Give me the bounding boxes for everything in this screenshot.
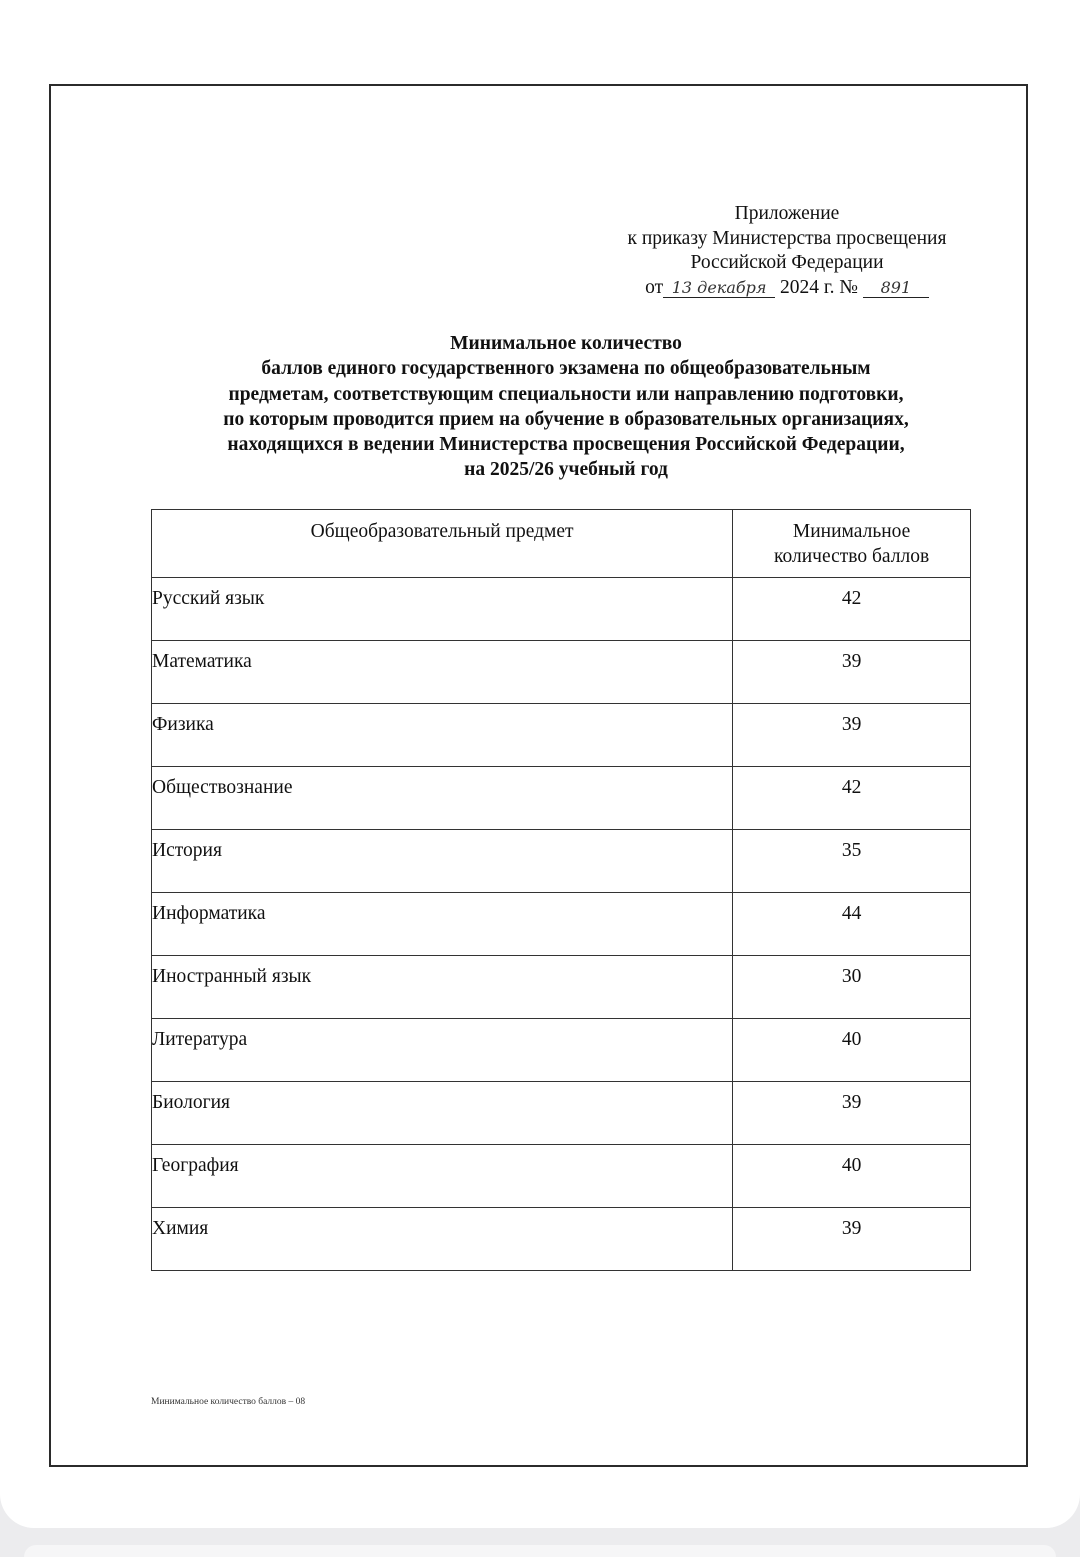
subject-cell: Литература (152, 1019, 733, 1082)
header-subject: Общеобразовательный предмет (152, 510, 733, 578)
title-line-6: на 2025/26 учебный год (464, 459, 668, 481)
appendix-federation: Российской Федерации (690, 252, 884, 273)
footer-note: Минимальное количество баллов – 08 (151, 1397, 306, 1407)
title-line-2: баллов единого государственного экзамена по общеобразовательным (261, 358, 871, 380)
title-line-4: по которым проводится прием на обучение в образовательных организациях, (223, 408, 909, 430)
appendix-order-ref: к приказу Министерства просвещения (627, 227, 947, 249)
title-line-3: предметам, соответствующим специальности или направлению подготовки, (228, 383, 904, 405)
score-cell: 44 (733, 893, 971, 956)
appendix-title: Приложение (734, 203, 840, 224)
date-prefix: от (645, 276, 664, 298)
table-row (152, 893, 971, 956)
table-row (152, 767, 971, 830)
subject-cell: Химия (152, 1208, 733, 1271)
table-row (152, 578, 971, 641)
score-cell: 35 (733, 830, 971, 893)
subject-cell: История (152, 830, 733, 893)
subject-cell: Русский язык (152, 578, 733, 641)
header-score (733, 510, 971, 578)
table-row (152, 1082, 971, 1145)
header-score-line-1: Минимальное (792, 521, 911, 542)
document-title (151, 331, 981, 483)
table-row (152, 1019, 971, 1082)
score-cell: 30 (733, 956, 971, 1019)
score-cell: 39 (733, 641, 971, 704)
subject-cell: Физика (152, 704, 733, 767)
bottom-sheet-edge (24, 1545, 1056, 1557)
subject-cell: Информатика (152, 893, 733, 956)
header-score-line-2: количество баллов (774, 546, 930, 567)
table-row (152, 1145, 971, 1208)
table-row (152, 641, 971, 704)
table-header-row (152, 510, 971, 578)
score-cell: 39 (733, 1208, 971, 1271)
handwritten-date: 13 декабря (663, 279, 775, 298)
score-cell: 42 (733, 767, 971, 830)
appendix-date-line (597, 276, 977, 301)
subject-cell: География (152, 1145, 733, 1208)
appendix-block (597, 202, 977, 300)
score-cell: 42 (733, 578, 971, 641)
score-cell: 39 (733, 1082, 971, 1145)
subject-cell: Обществознание (152, 767, 733, 830)
year-number-label: 2024 г. № (779, 276, 859, 298)
table-row (152, 1208, 971, 1271)
scores-table (151, 509, 971, 1271)
table-row (152, 956, 971, 1019)
title-line-5: находящихся в ведении Министерства просвещения Российской Федерации, (227, 434, 905, 456)
document-page (49, 84, 1028, 1467)
score-cell: 40 (733, 1019, 971, 1082)
table-row (152, 830, 971, 893)
score-cell: 39 (733, 704, 971, 767)
subject-cell: Биология (152, 1082, 733, 1145)
table-row (152, 704, 971, 767)
score-cell: 40 (733, 1145, 971, 1208)
subject-cell: Математика (152, 641, 733, 704)
title-line-1: Минимальное количество (450, 333, 682, 354)
subject-cell: Иностранный язык (152, 956, 733, 1019)
handwritten-order-number: 891 (863, 279, 929, 298)
